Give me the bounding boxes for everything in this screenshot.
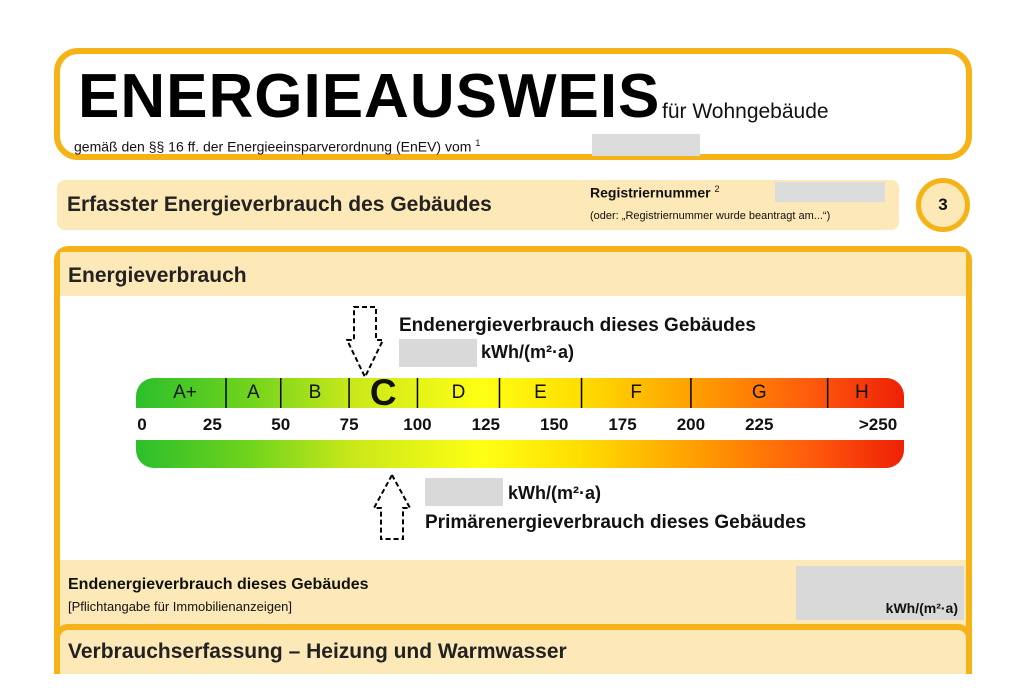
class-label-f: F (630, 382, 643, 403)
energy-efficiency-scale (136, 378, 904, 468)
class-label-c: C (369, 378, 397, 413)
registration-bar (57, 180, 899, 230)
end-energy-label: Endenergieverbrauch dieses Gebäudes (399, 315, 756, 336)
reg-footnote: 2 (714, 184, 720, 194)
reg-label-text: Registriernummer (590, 184, 711, 201)
panel-header (60, 252, 966, 292)
summary-unit: kWh/(m²·a) (885, 600, 958, 616)
tick-label: >250 (858, 415, 898, 434)
primary-energy-label: Primärenergieverbrauch dieses Gebäudes (425, 512, 807, 533)
tick-label: 125 (471, 415, 500, 434)
legal-text: gemäß den §§ 16 ff. der Energieeinsparverordnung (EnEV) vom (74, 138, 472, 155)
primary-energy-unit: kWh/(m²·a) (508, 483, 601, 503)
class-label-aplus: A+ (173, 382, 197, 403)
header-box (54, 48, 972, 160)
class-label-b: B (308, 382, 322, 403)
arrow-down-icon (346, 306, 384, 378)
legal-reference (74, 138, 480, 155)
class-label-h: H (854, 382, 869, 403)
tick-label: 100 (403, 415, 432, 434)
primary-energy-value-field[interactable] (425, 478, 503, 506)
end-energy-value-field[interactable] (399, 339, 477, 367)
energy-consumption-panel (54, 246, 972, 660)
energy-scale-area (60, 296, 966, 560)
class-label-d: D (451, 382, 466, 403)
heating-water-section (54, 624, 972, 674)
tick-label: 200 (676, 415, 706, 434)
registration-section-title: Erfasster Energieverbrauch des Gebäudes (67, 193, 492, 216)
scale-tick-band (136, 408, 904, 440)
document-subtitle: für Wohngebäude (662, 100, 829, 123)
class-label-g: G (751, 382, 767, 403)
registration-number-label (590, 184, 720, 201)
tick-label: 75 (339, 415, 359, 434)
summary-note: [Pflichtangabe für Immobilienanzeigen] (68, 599, 293, 614)
tick-label: 0 (137, 415, 147, 434)
heating-water-title: Verbrauchserfassung – Heizung und Warmwasser (68, 640, 567, 663)
energy-consumption-title: Energieverbrauch (68, 264, 247, 287)
tick-label: 175 (608, 415, 637, 434)
tick-label: 225 (745, 415, 774, 434)
tick-label: 50 (271, 415, 291, 434)
legal-footnote: 1 (475, 138, 481, 148)
class-label-e: E (534, 382, 547, 403)
registration-number-field[interactable] (775, 182, 885, 202)
class-label-a: A (247, 382, 260, 403)
summary-value-field[interactable] (796, 566, 964, 620)
arrow-up-icon (373, 474, 411, 540)
page-number-badge: 3 (916, 178, 970, 232)
end-energy-summary-row (60, 566, 966, 620)
document-title: ENERGIEAUSWEIS (78, 62, 661, 131)
date-field[interactable] (592, 134, 700, 156)
summary-title: Endenergieverbrauch dieses Gebäudes (68, 576, 369, 593)
registration-note: (oder: „Registriernummer wurde beantragt am...“) (590, 210, 831, 222)
tick-label: 25 (202, 415, 222, 434)
end-energy-unit: kWh/(m²·a) (481, 342, 574, 362)
tick-label: 150 (539, 415, 569, 434)
